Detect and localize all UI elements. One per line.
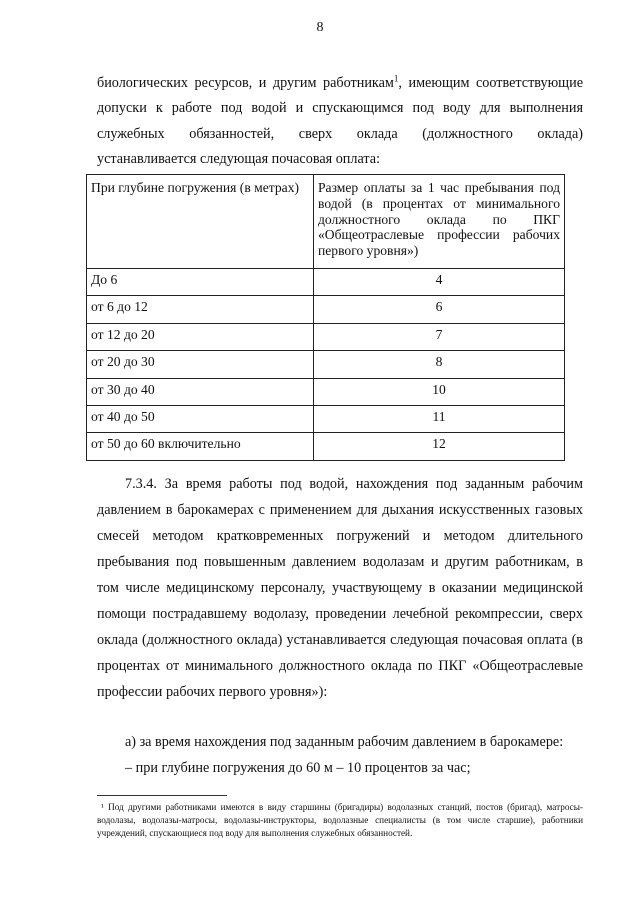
intro-line-4: устанавливается следующая почасовая оплата:	[97, 151, 381, 168]
depth-cell: от 20 до 30	[87, 351, 314, 378]
rate-cell: 6	[314, 296, 565, 323]
footnote-divider	[97, 795, 227, 796]
intro-line-1: биологических ресурсов, и другим работникам$^1$, имеющим соответствующие	[97, 73, 583, 91]
header-rate: Размер оплаты за 1 час пребывания под водой (в процентах от минимального должностного оклада по ПКГ «Общеотраслевые профессии рабочих первого уровня»)	[314, 175, 565, 269]
section-7-3-4-paragraph: 7.3.4. За время работы под водой, нахождения под заданным рабочим давлением в барокамерах с применением для дыхания искусственных газовых смесей методом кратковременных погружений и методом длительного пребывания под повышенным давлением водолазам и другим работникам, в том числе медицинскому персоналу, участвующему в оказании медицинской помощи пострадавшему водолазу, проведении лечебной рекомпрессии, сверх оклада (должностного оклада) устанавливается следующая почасовая оплата (в процентах от минимального должностного оклада по ПКГ «Общеотраслевые профессии рабочих первого уровня»):	[97, 476, 583, 700]
table-row	[87, 351, 565, 378]
table-header-row	[87, 175, 565, 269]
table-row	[87, 269, 565, 296]
rate-cell: 4	[314, 269, 565, 296]
table-row	[87, 433, 565, 460]
depth-cell: от 30 до 40	[87, 378, 314, 405]
depth-cell: До 6	[87, 269, 314, 296]
rate-cell: 12	[314, 433, 565, 460]
page-number: 8	[316, 20, 324, 35]
table-row	[87, 296, 565, 323]
table-row	[87, 378, 565, 405]
depth-cell: от 12 до 20	[87, 323, 314, 350]
intro-line-2: допуски к работе под водой и спускающимся под воду для выполнения	[97, 100, 583, 117]
table-row	[87, 323, 565, 350]
rate-cell: 11	[314, 405, 565, 432]
header-depth: При глубине погружения (в метрах)	[87, 175, 314, 269]
footnote-ref[interactable]: 1	[393, 73, 399, 84]
intro-line-3: служебных обязанностей, сверх оклада (должностного оклада)	[97, 125, 583, 142]
rates-table	[86, 174, 565, 461]
footnote-text: ¹ Под другими работниками имеются в виду старшины (бригадиры) водолазных станций, постов (бригад), матросы-водолазы, водолазы-матросы, водолазы-инструкторы, водолазные специалисты (в том числе старшие), работники учреждений, спускающиеся под воду для выполнения служебных обязанностей.	[97, 802, 583, 838]
table-row	[87, 405, 565, 432]
rate-cell: 10	[314, 378, 565, 405]
intro-paragraph	[97, 71, 583, 173]
item-a: а) за время нахождения под заданным рабочим давлением в барокамере:	[125, 734, 564, 750]
item-a-sub: – при глубине погружения до 60 м – 10 процентов за час;	[125, 760, 471, 776]
rate-cell: 8	[314, 351, 565, 378]
depth-cell: от 40 до 50	[87, 405, 314, 432]
depth-cell: от 50 до 60 включительно	[87, 433, 314, 460]
rate-cell: 7	[314, 323, 565, 350]
depth-cell: от 6 до 12	[87, 296, 314, 323]
